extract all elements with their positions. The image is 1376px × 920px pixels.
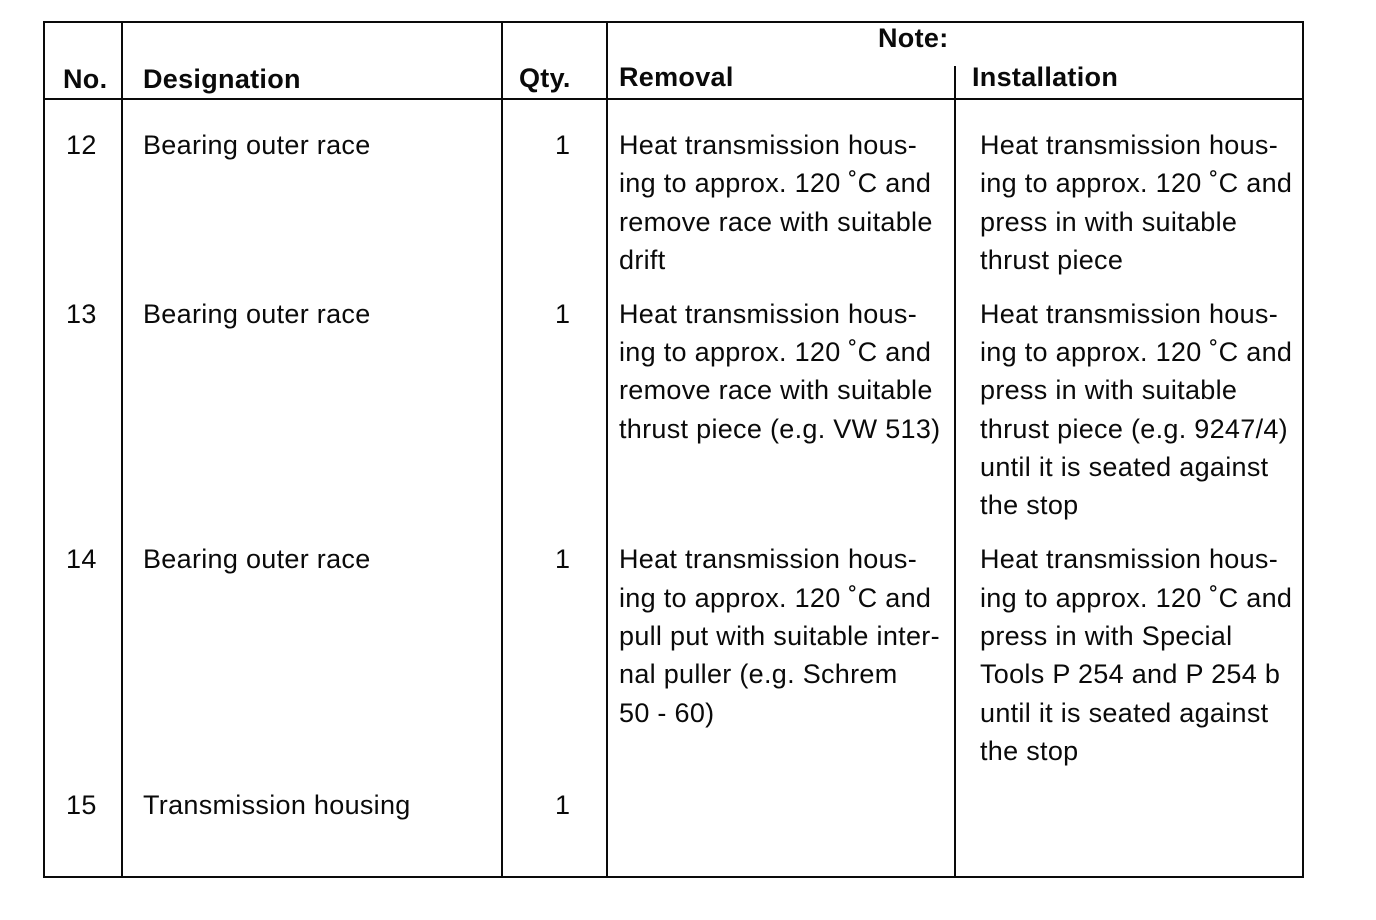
installation-line: until it is seated against: [980, 697, 1269, 728]
installation-line: until it is seated against: [980, 452, 1269, 483]
table-row: [45, 786, 1302, 840]
designation: Bearing outer race: [143, 544, 371, 575]
removal-line: nal puller (e.g. Schrem: [619, 659, 898, 690]
installation-line: Tools P 254 and P 254 b: [980, 659, 1281, 690]
installation-line: Heat transmission hous-: [980, 130, 1279, 160]
removal-note: [608, 295, 956, 525]
designation: Transmission housing: [143, 789, 411, 820]
removal-note: [608, 540, 956, 770]
installation-line: ing to approx. 120 ˚C and: [980, 168, 1293, 199]
header-no: No.: [63, 64, 108, 94]
installation-line: press in with Special: [980, 620, 1233, 651]
installation-note: [956, 786, 1302, 824]
installation-line: the stop: [980, 490, 1079, 521]
removal-line: Heat transmission hous-: [619, 130, 918, 160]
table-body: [45, 100, 1302, 840]
removal-line: 50 - 60): [619, 697, 715, 728]
row-number: 15: [66, 789, 97, 820]
installation-line: press in with suitable: [980, 206, 1238, 237]
row-number: 14: [66, 544, 97, 575]
installation-line: Heat transmission hous-: [980, 298, 1279, 329]
installation-note: [956, 126, 1302, 279]
removal-line: Heat transmission hous-: [619, 544, 918, 575]
removal-note: [608, 786, 956, 824]
installation-line: thrust piece (e.g. 9247/4): [980, 413, 1288, 444]
header-qty: Qty.: [519, 63, 571, 93]
installation-line: Heat transmission hous-: [980, 544, 1279, 575]
removal-line: remove race with suitable: [619, 375, 933, 406]
installation-line: press in with suitable: [980, 375, 1238, 406]
header-designation: Designation: [143, 64, 301, 94]
removal-line: ing to approx. 120 ˚C and: [619, 337, 932, 368]
removal-note: [608, 126, 956, 279]
installation-note: [956, 295, 1302, 525]
installation-note: [956, 540, 1302, 770]
designation: Bearing outer race: [143, 298, 371, 329]
header-note: Note:: [878, 23, 949, 53]
table-header: [45, 23, 1302, 98]
table-row: [45, 295, 1302, 540]
quantity: 1: [555, 130, 571, 160]
row-number: 12: [66, 130, 97, 160]
removal-line: remove race with suitable: [619, 206, 933, 237]
installation-line: thrust piece: [980, 244, 1124, 275]
designation: Bearing outer race: [143, 130, 371, 160]
installation-line: ing to approx. 120 ˚C and: [980, 582, 1293, 613]
header-removal: Removal: [619, 62, 734, 92]
installation-line: ing to approx. 120 ˚C and: [980, 337, 1293, 368]
removal-line: drift: [619, 244, 666, 275]
removal-line: ing to approx. 120 ˚C and: [619, 168, 932, 199]
header-installation: Installation: [972, 62, 1119, 92]
table-row: [45, 126, 1302, 295]
table-row: [45, 540, 1302, 785]
installation-line: the stop: [980, 735, 1079, 766]
quantity: 1: [555, 789, 571, 820]
removal-line: thrust piece (e.g. VW 513): [619, 413, 941, 444]
quantity: 1: [555, 298, 571, 329]
removal-line: pull put with suitable inter-: [619, 620, 940, 651]
removal-line: Heat transmission hous-: [619, 298, 918, 329]
removal-line: ing to approx. 120 ˚C and: [619, 582, 932, 613]
quantity: 1: [555, 544, 571, 575]
parts-table: [43, 21, 1304, 878]
row-number: 13: [66, 298, 97, 329]
